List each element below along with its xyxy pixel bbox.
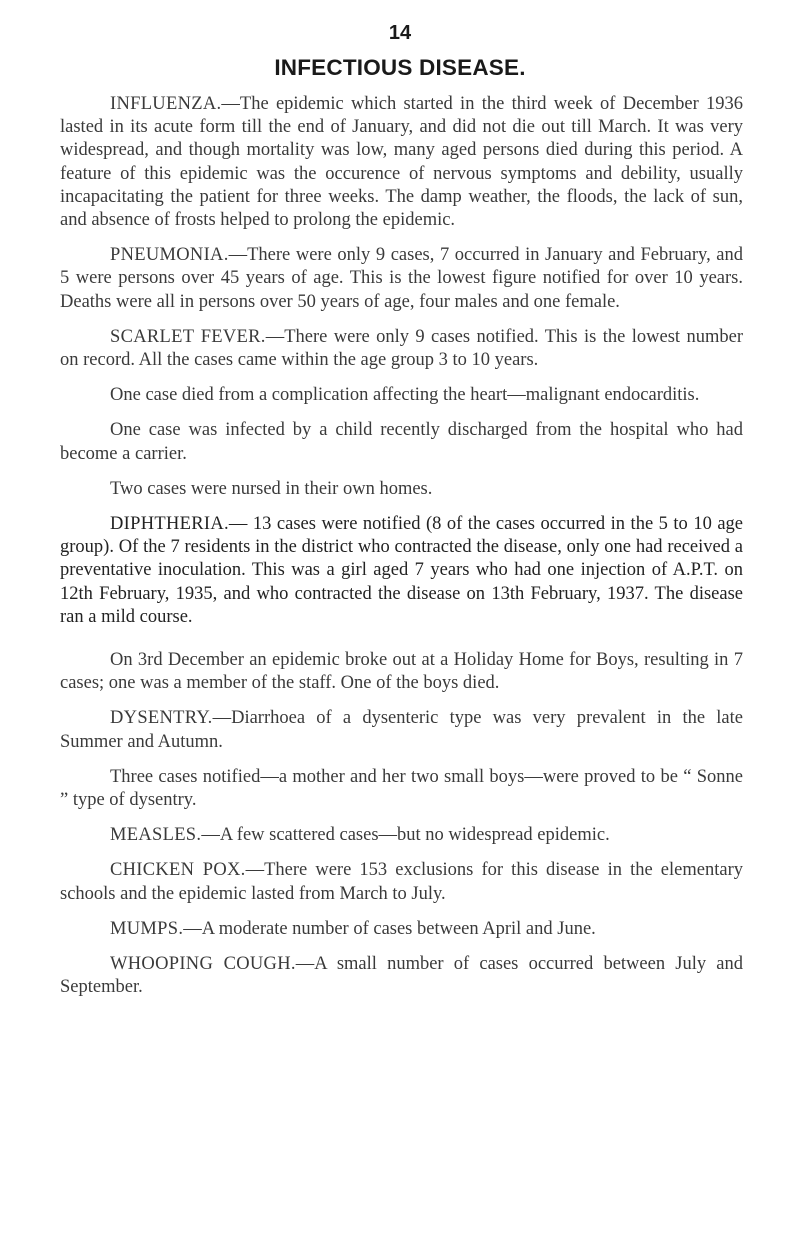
pneumonia-paragraph (60, 244, 743, 314)
influenza-heading: INFLUENZA. (110, 94, 222, 114)
whooping-cough-text: —A small number of cases occurred between July and September. (60, 954, 743, 998)
scarlet-fever-carrier-paragraph (60, 419, 743, 465)
dysentry-heading: DYSENTRY. (110, 708, 213, 729)
page-title: INFECTIOUS DISEASE. (274, 55, 526, 80)
measles-text: —A few scattered cases—but no widespread epidemic. (201, 825, 610, 846)
diphtheria-paragraph (60, 513, 743, 629)
dysentry-sonne-text: Three cases notified—a mother and her two small boys—were proved to be “ Sonne ” type of dysentry. (60, 766, 743, 811)
chicken-pox-paragraph (60, 859, 743, 905)
mumps-paragraph (60, 918, 743, 941)
document-body (60, 93, 743, 1000)
scarlet-fever-death-text: One case died from a complication affecting the heart—malignant endocarditis. (110, 385, 700, 406)
scarlet-fever-heading: SCARLET FEVER. (110, 326, 266, 347)
pneumonia-text: —There were only 9 cases, 7 occurred in January and February, and 5 were persons over 45 years of age. This is the lowest figure notified for over 10 years. Deaths were all in persons over 50 years of age, four males and one female. (60, 245, 743, 312)
scarlet-fever-home-paragraph (60, 478, 743, 501)
page-number: 14 (388, 22, 412, 44)
diphtheria-heading: DIPHTHERIA. (110, 514, 229, 535)
dysentry-sonne-paragraph (60, 766, 743, 812)
influenza-paragraph (60, 93, 743, 232)
diphtheria-holiday-home-paragraph (60, 649, 743, 695)
whooping-cough-heading: WHOOPING COUGH. (110, 954, 296, 975)
chicken-pox-heading: CHICKEN POX. (110, 860, 246, 881)
dysentry-text: —Diarrhoea of a dysenteric type was very prevalent in the late Summer and Autumn. (60, 708, 743, 752)
scarlet-fever-paragraph (60, 326, 743, 372)
mumps-text: —A moderate number of cases between April and June. (183, 918, 596, 939)
measles-paragraph (60, 824, 743, 847)
scarlet-fever-death-paragraph (60, 384, 743, 407)
measles-heading: MEASLES. (110, 825, 202, 846)
diphtheria-holiday-home-text: On 3rd December an epidemic broke out at a Holiday Home for Boys, resulting in 7 cases; one was a member of the staff. One of the boys died. (60, 650, 743, 694)
influenza-text: —The epidemic which started in the third week of December 1936 lasted in its acute form till the end of January, and did not die out till March. It was very widespread, and though mortality was low, many aged persons died during this period. A feature of this epidemic was the occurence of nervous symptoms and debility, usually incapacitating the patient for three weeks. The damp weather, the floods, the lack of sun, and absence of frosts helped to prolong the epidemic. (60, 94, 743, 231)
scarlet-fever-text: —There were only 9 cases notified. This is the lowest number on record. All the cases came within the age group 3 to 10 years. (60, 326, 743, 371)
chicken-pox-text: —There were 153 exclusions for this disease in the elementary schools and the epidemic lasted from March to July. (60, 860, 743, 904)
scarlet-fever-home-text: Two cases were nursed in their own homes. (110, 478, 433, 499)
dysentry-paragraph (60, 707, 743, 753)
scarlet-fever-carrier-text: One case was infected by a child recently discharged from the hospital who had become a carrier. (60, 420, 743, 464)
whooping-cough-paragraph (60, 953, 743, 999)
mumps-heading: MUMPS. (110, 918, 184, 939)
pneumonia-heading: PNEUMONIA. (110, 245, 229, 266)
diphtheria-text: — 13 cases were notified (8 of the cases occurred in the 5 to 10 age group). Of the 7 residents in the district who contracted the disease, only one had received a preventative inoculation. This was a girl aged 7 years who had one injection of A.P.T. on 12th February, 1935, and who contracted the disease on 13th February, 1937. The disease ran a mild course. (60, 514, 743, 627)
